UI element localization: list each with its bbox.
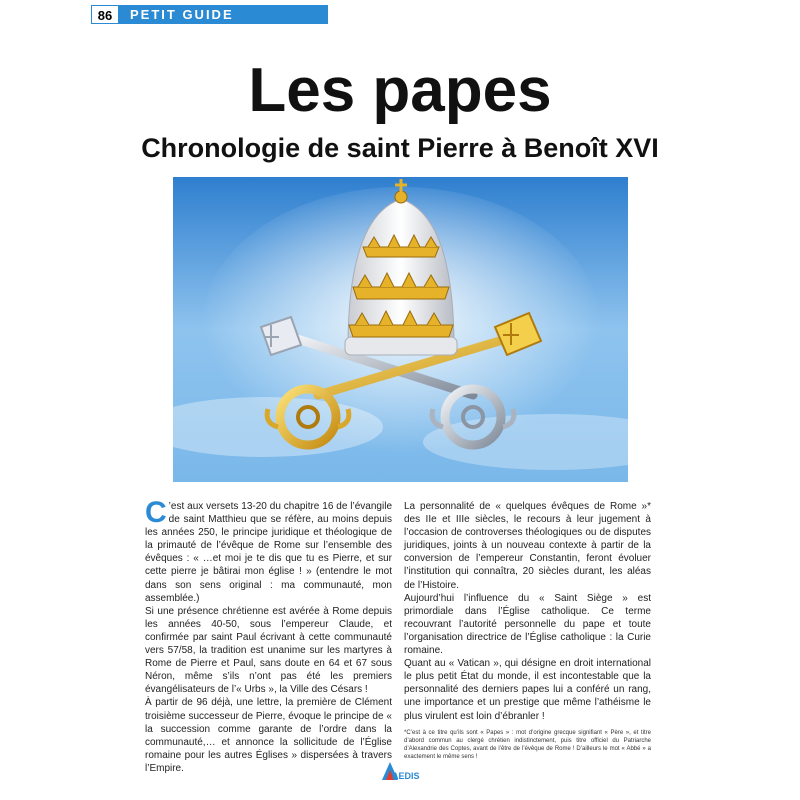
paragraph-text: ’est aux versets 13-20 du chapitre 16 de l’évangile de saint Matthieu que se réfère, au moins depuis les années 250, le principe juridique et théologique de la primauté de l’évêque de Rome sur l’ensemble des évêques : « …et moi je te dis que tu es Pierre, et sur cette pierre je bâtirai mon église ! » (entendre le mot dans son sens original : ma communauté, mon assemblée.)	[145, 501, 392, 604]
paragraph: La personnalité de « quelques évêques de Rome »* des IIe et IIIe siècles, le recours à leur jugement à l’occasion de controverses théologiques ou de disputes juridiques, joints à un nouveau contexte à partir de la conversion de l’empereur Constantin, feront évoluer l’institution qui connaîtra, 20 siècles durant, les aléas de l’Histoire.	[404, 501, 651, 591]
paragraph: Si une présence chrétienne est avérée à Rome depuis les années 40-50, sous l’empereur Claude, et confirmée par saint Paul écrivant à cette communauté vers 57/58, la tradition est unanime sur les martyres à Rome de Pierre et Paul, sans doute en 64 et 67 sous Néron, même s’ils n’ont pas été les premiers évangélisateurs de l’« Urbs », la Ville des Césars !	[145, 605, 392, 696]
paragraph: Aujourd’hui l’influence du « Saint Siège » est primordiale dans l’Église catholique. Ce terme recouvrant l’autorité personnelle du pape et toute l’organisation directrice de l’Église catholique : la Curie romaine.	[404, 592, 651, 657]
paragraph: À partir de 96 déjà, une lettre, la première de Clément troisième successeur de Pierre, évoque le principe de « la succession comme garante de l’ordre dans la communauté,… et annonce la sollicitude de l’Église romaine pour les autres Églises » dispersées à travers l’Empire.	[145, 697, 392, 774]
aedis-logo-icon	[378, 760, 423, 782]
cover-illustration	[173, 177, 628, 482]
text-column-left	[145, 496, 392, 775]
text-column-right	[404, 500, 651, 761]
paragraph	[145, 496, 392, 605]
publisher-logo	[378, 760, 423, 782]
publisher-logo-text: AEDIS	[392, 771, 420, 781]
drop-cap: C	[145, 496, 167, 529]
paragraph: Quant au « Vatican », qui désigne en droit international le plus petit État du monde, il est incontestable que la personnalité des derniers papes lui a conféré un rang, une importance et un prestige que même l’athéisme le plus virulent est loin d’ébranler !	[404, 658, 651, 722]
page-number: 86	[91, 5, 119, 24]
footnote: *C’est à ce titre qu’ils sont « Papes » : mot d’origine grecque signifiant « Père », et titre d’abord commun au clergé chrétien indistinctement, puis titre officiel du Patriarche d’Alexandrie des Coptes, avant de l’être de l’évêque de Rome ! D’ailleurs le mot « Abbé » a exactement le même sens !	[404, 729, 651, 760]
papal-tiara-crossed-keys-icon	[173, 177, 628, 482]
series-label: PETIT GUIDE	[130, 7, 234, 22]
page-subtitle: Chronologie de saint Pierre à Benoît XVI	[141, 133, 659, 163]
page-title: Les papes	[248, 56, 552, 125]
